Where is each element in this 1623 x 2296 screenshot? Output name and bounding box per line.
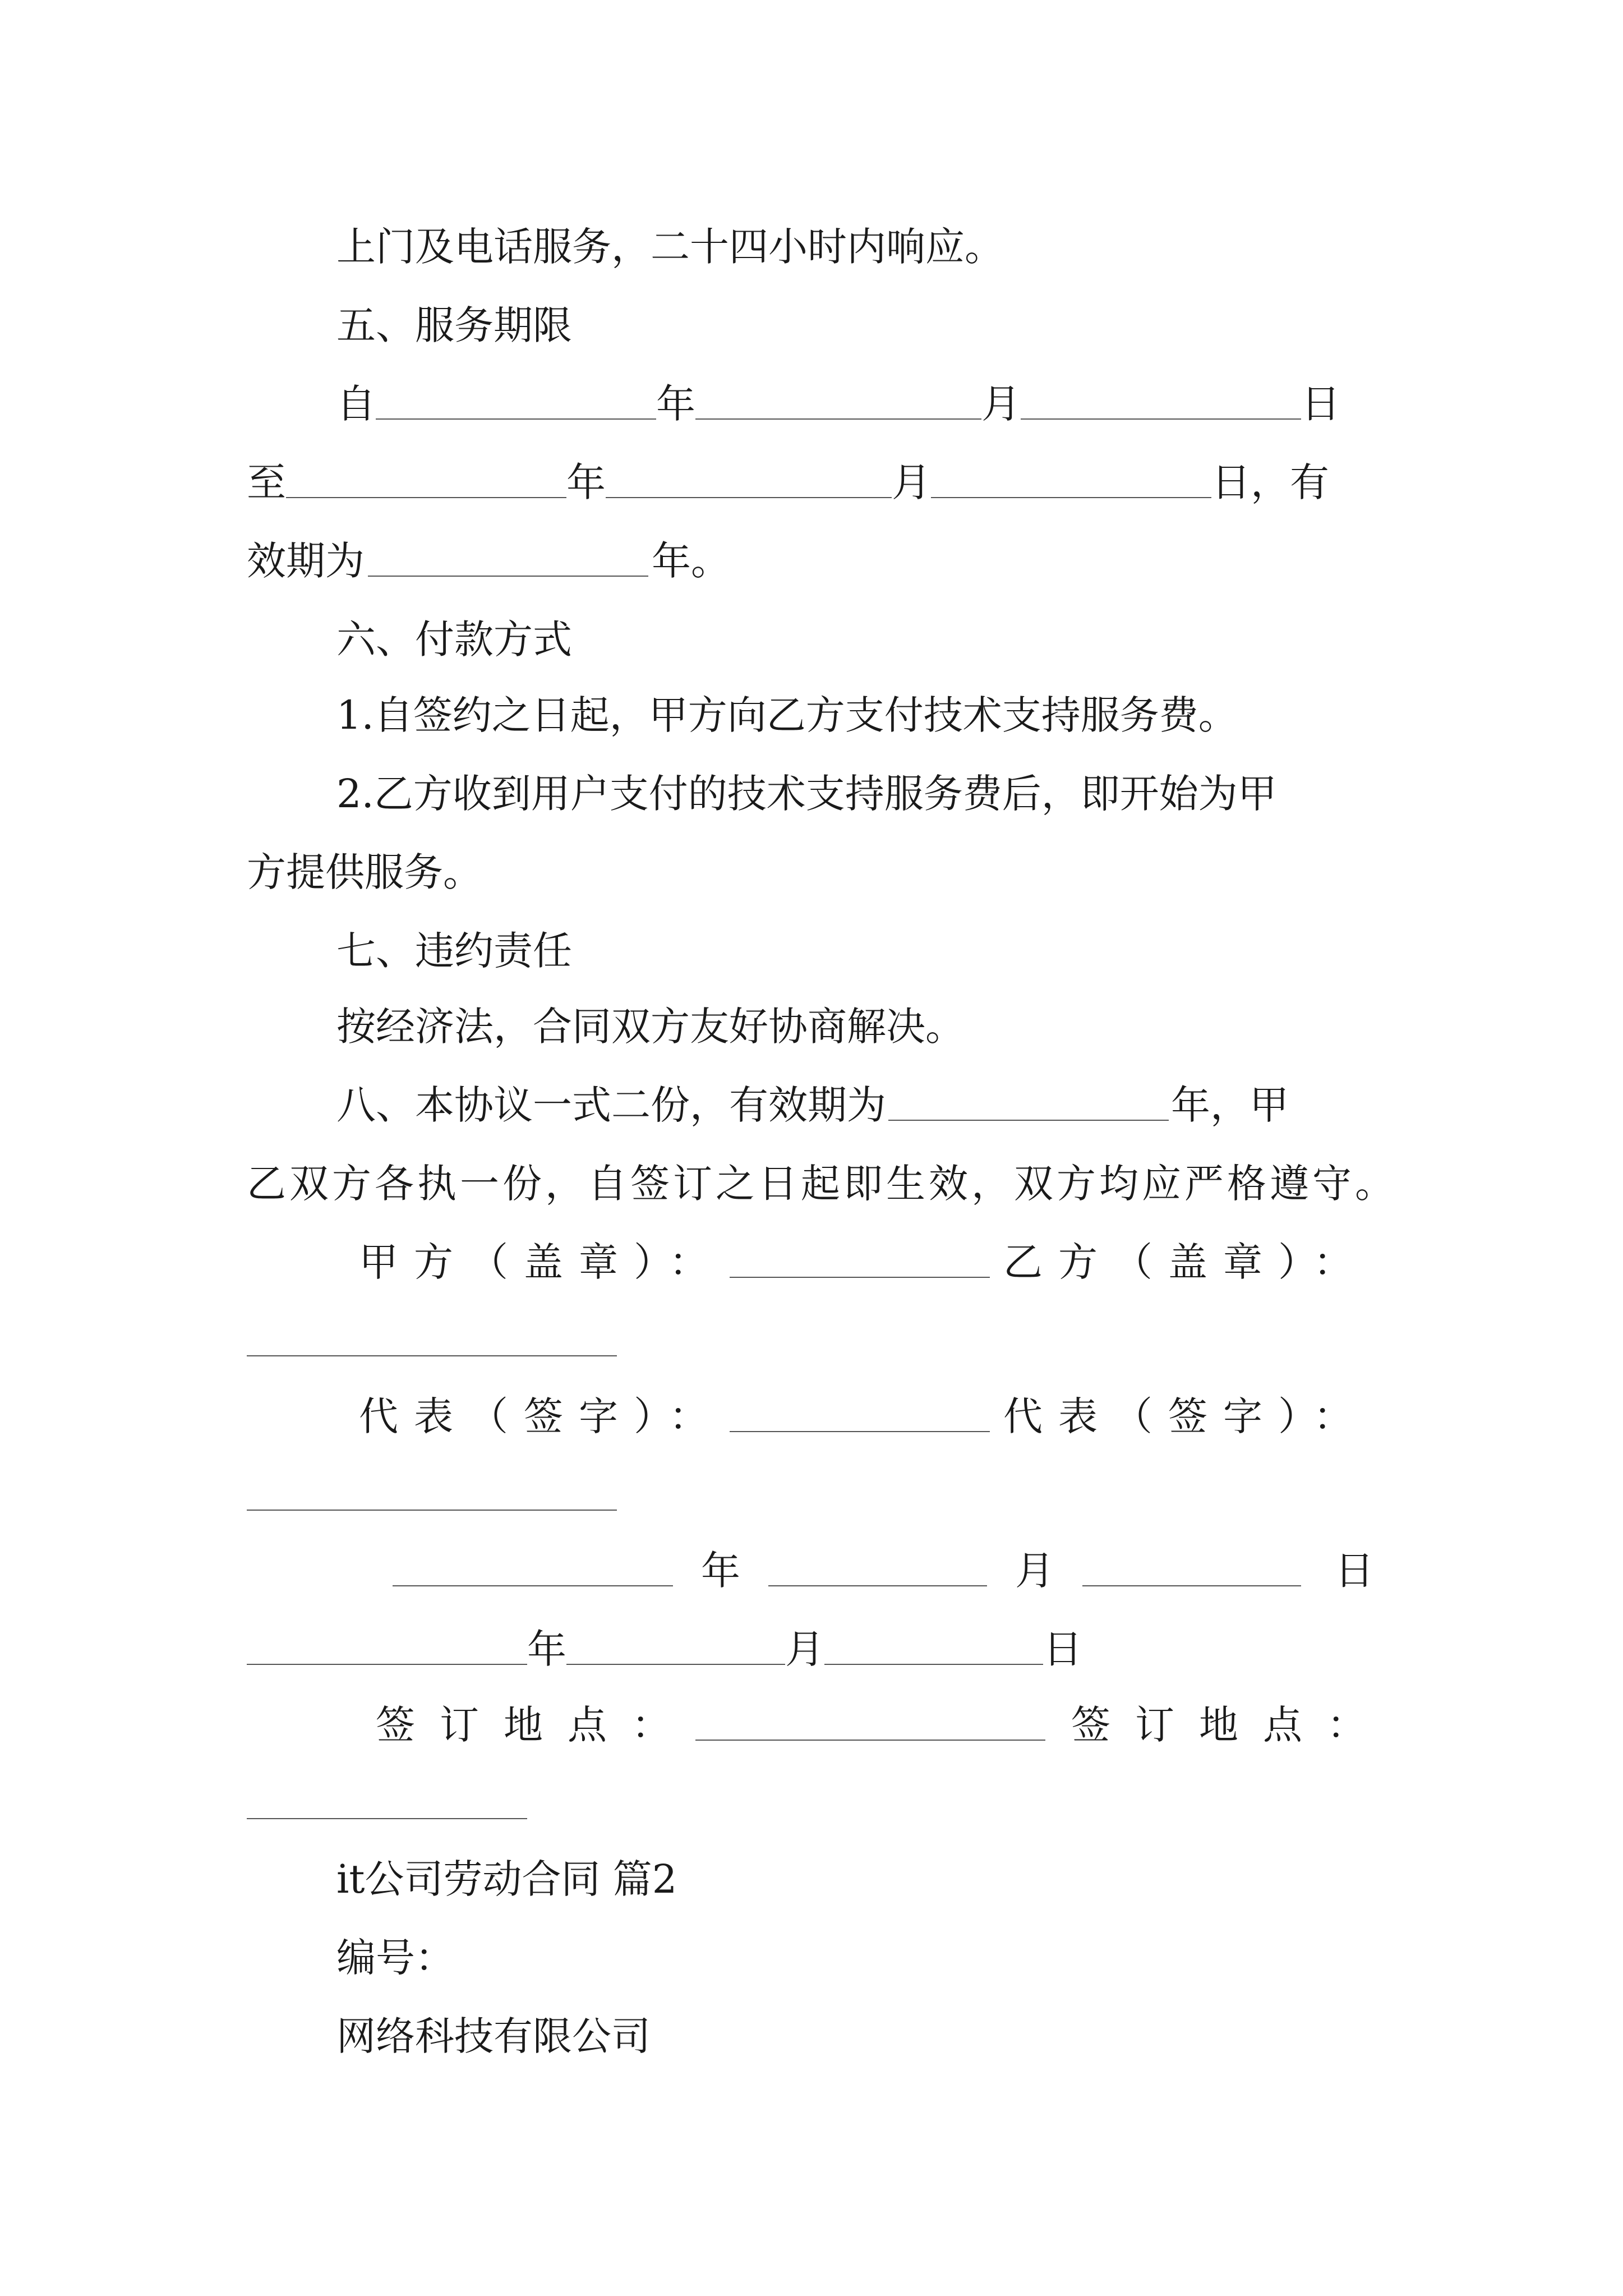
party-b-seal-blank[interactable] <box>247 1355 617 1356</box>
representative-line <box>359 1377 1368 1456</box>
signing-place-line <box>376 1686 1391 1764</box>
service-response-text: 上门及电话服务，二十四小时内响应。 <box>336 224 1004 270</box>
party-a-year-blank[interactable] <box>393 1585 673 1586</box>
party-b-month-blank[interactable] <box>566 1664 785 1665</box>
payment-item-1: 1.自签约之日起，甲方向乙方支付技术支持服务费。 <box>336 692 1238 738</box>
party-b-place-blank[interactable] <box>247 1818 527 1819</box>
representative-continuation <box>247 1456 639 1534</box>
section-8-text: 八、本协议一式二份，有效期为 <box>336 1082 886 1128</box>
party-a-day-label: 日 <box>1335 1548 1374 1594</box>
party-a-seal-label: 甲方（盖章）： <box>359 1239 724 1285</box>
to-year-label: 年 <box>566 459 606 505</box>
section-5-heading: 五、服务期限 <box>336 302 572 348</box>
party-b-year-label: 年 <box>527 1626 566 1672</box>
seal-continuation <box>247 1301 639 1380</box>
party-b-date-line <box>247 1610 1088 1688</box>
signing-place-continuation <box>247 1764 550 1843</box>
agreement-years-blank[interactable] <box>888 1120 1169 1121</box>
validity-years-label: 年。 <box>652 538 730 584</box>
party-b-seal-label: 乙方（盖章）： <box>1003 1239 1368 1285</box>
section-7-heading: 七、违约责任 <box>336 928 572 974</box>
party-b-place-label: 签订地点： <box>1071 1702 1391 1748</box>
to-year-blank[interactable] <box>286 497 566 498</box>
party-a-month-label: 月 <box>1015 1548 1054 1594</box>
seal-line <box>359 1223 1368 1301</box>
period-from-line <box>336 365 1391 443</box>
breach-text: 按经济法，合同双方友好协商解决。 <box>336 1004 965 1050</box>
party-a-place-label: 签订地点： <box>376 1702 695 1748</box>
party-a-rep-label: 代表（签字）： <box>359 1393 724 1439</box>
to-label: 至 <box>247 459 286 505</box>
section-8-line2: 乙双方各执一份，自签订之日起即生效，双方均应严格遵守。 <box>247 1161 1398 1207</box>
validity-label: 效期为 <box>247 538 365 584</box>
from-month-blank[interactable] <box>695 418 981 420</box>
to-month-blank[interactable] <box>606 497 892 498</box>
to-day-label: 日，有 <box>1211 459 1329 505</box>
number-label: 编号： <box>336 1935 454 1981</box>
period-to-line <box>247 443 1391 522</box>
party-a-rep-blank[interactable] <box>730 1431 990 1432</box>
party-b-day-label: 日 <box>1043 1626 1082 1672</box>
from-year-label: 年 <box>656 381 695 427</box>
company-name: 网络科技有限公司 <box>336 2013 651 2059</box>
validity-line <box>247 522 1391 600</box>
party-b-day-blank[interactable] <box>824 1664 1043 1665</box>
party-a-day-blank[interactable] <box>1082 1585 1301 1586</box>
payment-item-2-line1: 2.乙方收到用户支付的技术支持服务费后，即开始为甲 <box>336 771 1277 817</box>
from-label: 自 <box>336 381 376 427</box>
party-b-year-blank[interactable] <box>247 1664 527 1665</box>
party-b-month-label: 月 <box>785 1626 824 1672</box>
party-a-month-blank[interactable] <box>768 1585 987 1586</box>
from-month-label: 月 <box>981 381 1021 427</box>
party-a-place-blank[interactable] <box>695 1740 1045 1741</box>
from-day-blank[interactable] <box>1021 418 1301 420</box>
contract-2-title: it公司劳动合同 篇2 <box>336 1856 677 1902</box>
party-b-rep-label: 代表（签字）： <box>1003 1393 1368 1439</box>
party-a-year-label: 年 <box>701 1548 740 1594</box>
from-year-blank[interactable] <box>376 418 656 420</box>
from-day-label: 日 <box>1301 381 1340 427</box>
party-a-seal-blank[interactable] <box>730 1277 990 1278</box>
to-month-label: 月 <box>892 459 931 505</box>
party-a-date-line <box>393 1531 1391 1610</box>
section-8-line1 <box>336 1066 1391 1144</box>
to-day-blank[interactable] <box>931 497 1211 498</box>
party-b-rep-blank[interactable] <box>247 1510 617 1511</box>
section-6-heading: 六、付款方式 <box>336 616 572 662</box>
validity-years-blank[interactable] <box>368 576 648 577</box>
section-8-tail: 年，甲 <box>1171 1082 1289 1128</box>
payment-item-2-line2: 方提供服务。 <box>247 849 482 895</box>
